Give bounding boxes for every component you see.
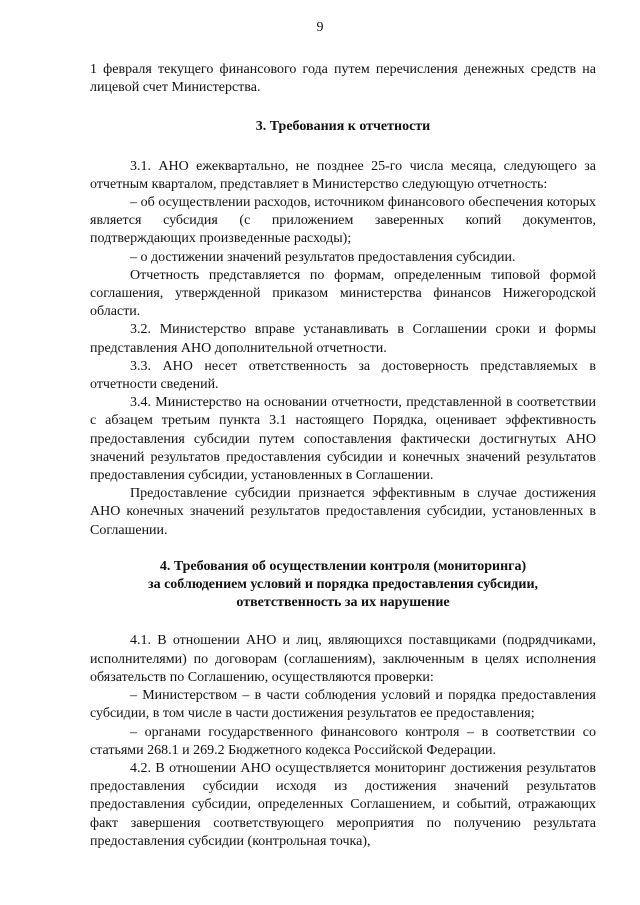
section-4-heading-line: 4. Требования об осуществлении контроля (мониторинга) xyxy=(159,558,527,574)
paragraph-4-1: 4.1. В отношении АНО и лиц, являющихся поставщиками (подрядчиками, исполнителями) по договорам (соглашениям), заключенным в целях исполнения обязательств по Соглашению, осуществляются проверки: xyxy=(90,633,596,685)
paragraph-3-1-expenses: – об осуществлении расходов, источником финансового обеспечения которых является субсидия (с приложением заверенных копий документов, подтверждающих произведенные расходы); xyxy=(90,195,596,247)
page-number: 9 xyxy=(316,20,324,35)
paragraph-3-1: 3.1. АНО ежеквартально, не позднее 25-го числа месяца, следующего за отчетным кварталом, представляет в Министерство следующую отчетность: xyxy=(90,158,596,192)
section-4-heading-line: ответственность за их нарушение xyxy=(236,595,450,611)
paragraph-3-2: 3.2. Министерство вправе устанавливать в Соглашении сроки и формы представления АНО дополнительной отчетности. xyxy=(90,322,596,356)
intro-paragraph: 1 февраля текущего финансового года путем перечисления денежных средств на лицевой счет Министерства. xyxy=(90,62,596,96)
section-3-heading: 3. Требования к отчетности xyxy=(255,119,431,135)
paragraph-4-1-control-bodies: – органами государственного финансового контроля – в соответствии со статьями 268.1 и 269.2 Бюджетного кодекса Российской Федерации. xyxy=(90,724,596,758)
paragraph-3-3: 3.3. АНО несет ответственность за достоверность представляемых в отчетности сведений. xyxy=(90,358,596,393)
section-4-heading xyxy=(90,558,596,613)
paragraph-3-1-results: – о достижении значений результатов предоставления субсидии. xyxy=(130,249,516,265)
paragraph-4-2: 4.2. В отношении АНО осуществляется мониторинг достижения результатов предоставления субсидии исходя из достижения значений результатов предоставления субсидии, определенных Соглашением, и событий, отражающих факт завершения соответствующего мероприятия по получению результата предоставления субсидии (контрольная точка), xyxy=(90,760,596,849)
paragraph-4-1-ministry: – Министерством – в части соблюдения условий и порядка предоставления субсидии, в том числе в части достижения результатов ее предоставления; xyxy=(90,688,596,722)
section-4-heading-line: за соблюдением условий и порядка предоставления субсидии, xyxy=(147,577,539,593)
paragraph-reporting-forms: Отчетность представляется по формам, определенным типовой формой соглашения, утвержденной приказом министерства финансов Нижегородской области. xyxy=(90,267,596,320)
paragraph-3-4: 3.4. Министерство на основании отчетности, представленной в соответствии с абзацем третьим пункта 3.1 настоящего Порядка, оценивает эффективность предоставления субсидии путем сопоставления фактически достигнутых АНО значений результатов предоставления субсидии и конечных значений результатов предоставления субсидии, установленных в Соглашении. xyxy=(90,395,596,484)
document-body xyxy=(90,61,596,851)
paragraph-efficiency: Предоставление субсидии признается эффективным в случае достижения АНО конечных значений результатов предоставления субсидии, установленных в Соглашении. xyxy=(90,486,596,538)
